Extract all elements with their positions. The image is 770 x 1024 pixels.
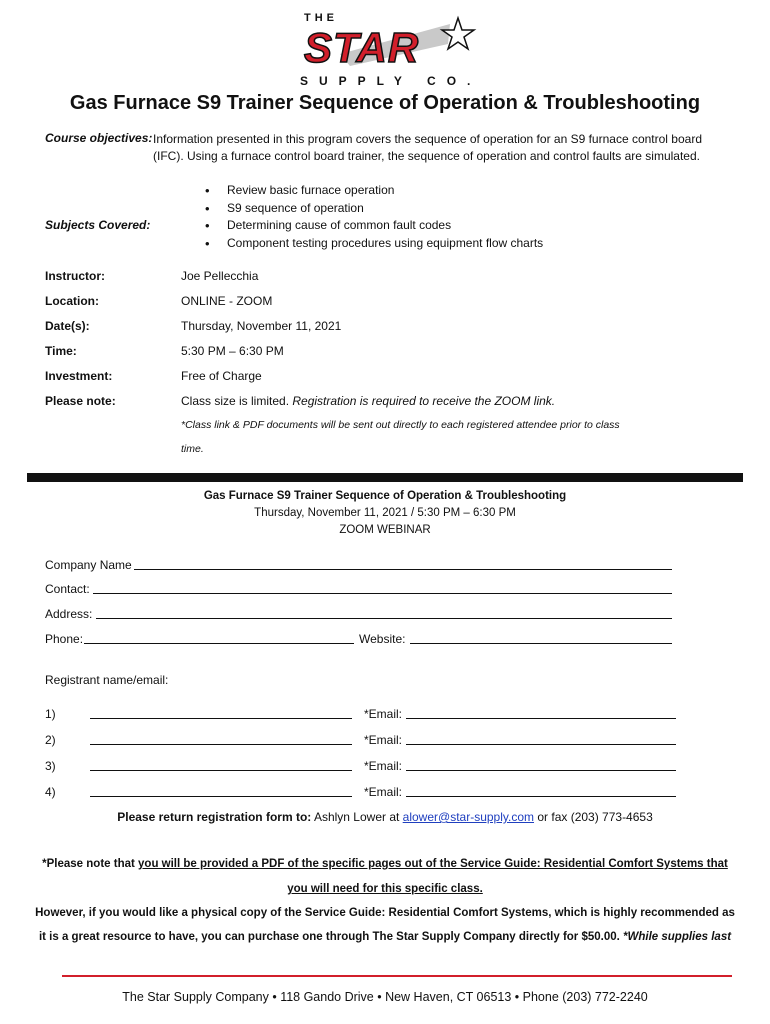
- registrant-email-label: *Email:: [364, 733, 403, 747]
- company-name-label: Company Name: [45, 558, 132, 572]
- registrant-name-field[interactable]: [90, 706, 352, 719]
- form-title: Gas Furnace S9 Trainer Sequence of Operation & Troubleshooting: [203, 490, 567, 502]
- registrant-email-field[interactable]: [406, 758, 676, 771]
- registrant-email-field[interactable]: [406, 784, 676, 797]
- section-divider: [27, 473, 743, 482]
- phone-label: Phone:: [45, 632, 84, 646]
- location-value: ONLINE - ZOOM: [181, 294, 273, 308]
- website-field[interactable]: [410, 631, 672, 644]
- registrant-email-field[interactable]: [406, 706, 676, 719]
- pdf-note-line2-text: you will need for this specific class.: [287, 883, 483, 895]
- registrant-number: 3): [45, 759, 56, 773]
- form-webinar: ZOOM WEBINAR: [339, 524, 431, 536]
- pdf-note-underlined: you will be provided a PDF of the specific pages out of the Service Guide: Residential Comfort Systems that: [138, 858, 728, 870]
- registrant-number: 4): [45, 785, 56, 799]
- note-small-line2: time.: [181, 443, 204, 455]
- instructor-value: Joe Pellecchia: [181, 269, 259, 283]
- objectives-text: Information presented in this program covers the sequence of operation for an S9 furnace control board (IFC). Using a furnace control board trainer, the sequence of operation and control faults are simulated.: [153, 132, 702, 163]
- phone-field[interactable]: [84, 631, 354, 644]
- physical-copy-line2: [0, 931, 770, 943]
- please-note-label: Please note:: [45, 394, 116, 408]
- physical-copy-line1: However, if you would like a physical copy of the Service Guide: Residential Comfort Systems, which is highly recommended as: [35, 907, 735, 919]
- note-small-line1: *Class link & PDF documents will be sent out directly to each registered attendee prior to class: [181, 419, 620, 431]
- contact-label: Contact:: [45, 582, 90, 596]
- pdf-note-line2: [0, 883, 770, 895]
- address-label: Address:: [45, 607, 93, 621]
- form-datetime: Thursday, November 11, 2021 / 5:30 PM – 6:30 PM: [254, 507, 516, 519]
- contact-field[interactable]: [93, 581, 672, 594]
- subject-item: • Determining cause of common fault codes: [205, 217, 543, 235]
- registrant-name-field[interactable]: [90, 784, 352, 797]
- footer-rule: [62, 975, 732, 977]
- registrant-number: 1): [45, 707, 56, 721]
- subject-item: • Component testing procedures using equipment flow charts: [205, 235, 543, 253]
- return-email-link[interactable]: alower@star-supply.com: [402, 810, 535, 824]
- time-label: Time:: [45, 344, 77, 358]
- star-supply-logo: [290, 10, 490, 90]
- investment-value: Free of Charge: [181, 369, 262, 383]
- logo-supply-co: SUPPLY CO.: [300, 74, 482, 88]
- location-label: Location:: [45, 294, 99, 308]
- logo-star: STAR: [304, 24, 420, 71]
- supplies-last-note: *While supplies last: [623, 931, 732, 943]
- company-name-field[interactable]: [134, 557, 672, 570]
- return-label: Please return registration form to:: [117, 810, 312, 824]
- pdf-note-line1: [0, 858, 770, 870]
- subjects-label: Subjects Covered:: [45, 218, 151, 232]
- registrant-number: 2): [45, 733, 56, 747]
- website-label: Website:: [359, 632, 406, 646]
- note-plain: Class size is limited.: [181, 394, 293, 408]
- registrant-name-field[interactable]: [90, 758, 352, 771]
- dates-value: Thursday, November 11, 2021: [181, 319, 342, 333]
- subject-item: • Review basic furnace operation: [205, 182, 543, 200]
- return-fax: or fax (203) 773-4653: [534, 810, 653, 824]
- return-instructions: [0, 810, 770, 824]
- logo-the: THE: [304, 12, 338, 24]
- physical-copy-text: it is a great resource to have, you can purchase one through The Star Supply Company directly for $50.00.: [38, 931, 624, 943]
- note-italic: Registration is required to receive the ZOOM link.: [292, 394, 556, 408]
- registrant-email-label: *Email:: [364, 785, 403, 799]
- subjects-list: [205, 182, 543, 252]
- investment-label: Investment:: [45, 369, 113, 383]
- registrant-name-field[interactable]: [90, 732, 352, 745]
- registrant-label: Registrant name/email:: [45, 673, 169, 687]
- pdf-note-prefix: *Please note that: [42, 858, 139, 870]
- please-note-value: [181, 394, 555, 408]
- page-title: Gas Furnace S9 Trainer Sequence of Operation & Troubleshooting: [69, 92, 701, 114]
- address-field[interactable]: [96, 606, 672, 619]
- registrant-email-field[interactable]: [406, 732, 676, 745]
- registrant-email-label: *Email:: [364, 707, 403, 721]
- time-value: 5:30 PM – 6:30 PM: [181, 344, 284, 358]
- dates-label: Date(s):: [45, 319, 90, 333]
- objectives-label: Course objectives:: [45, 131, 153, 145]
- subject-item: • S9 sequence of operation: [205, 200, 543, 218]
- return-name: Ashlyn Lower at: [311, 810, 403, 824]
- footer-address: The Star Supply Company • 118 Gando Drive • New Haven, CT 06513 • Phone (203) 772-2240: [122, 990, 648, 1004]
- instructor-label: Instructor:: [45, 269, 105, 283]
- registrant-email-label: *Email:: [364, 759, 403, 773]
